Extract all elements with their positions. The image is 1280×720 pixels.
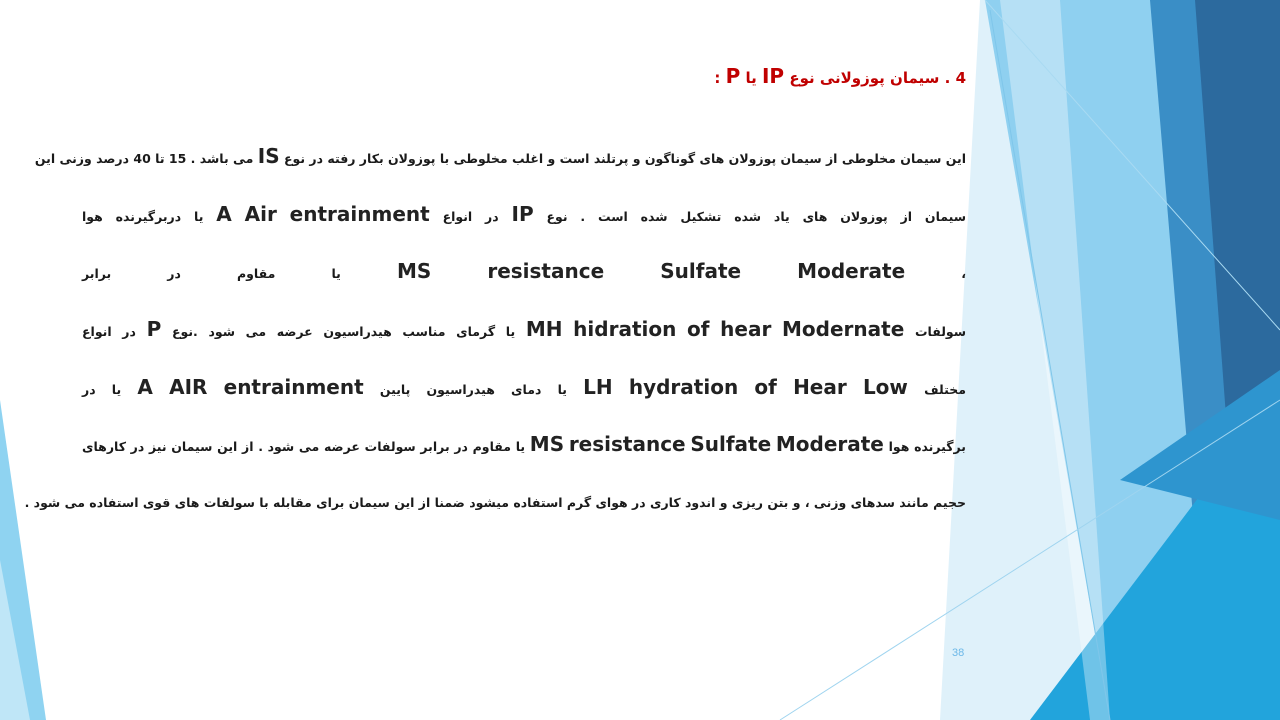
term-of: of xyxy=(687,317,710,342)
term-sulfate: Sulfate xyxy=(690,432,772,457)
term-of: of xyxy=(754,374,777,399)
term-hear: Hear xyxy=(793,374,847,399)
code-lh: LH xyxy=(583,374,613,399)
title-text: . سیمان پوزولانی نوع xyxy=(789,69,951,87)
term-sulfate: Sulfate xyxy=(660,259,742,284)
text-run: در انواع xyxy=(82,324,136,340)
code-ip: IP xyxy=(511,201,534,226)
text-run: ، xyxy=(961,266,967,282)
code-is: IS xyxy=(257,144,280,168)
body-line-1 xyxy=(34,128,966,186)
term-air: AIR xyxy=(169,374,208,399)
term-modernate: Modernate xyxy=(782,317,905,342)
number-15: 15 xyxy=(168,151,187,166)
number-40: 40 xyxy=(133,151,151,166)
text-run: تا xyxy=(155,151,165,166)
body-line-4 xyxy=(82,301,966,359)
text-run: این سیمان مخلوطی از سیمان پوزولان های گوناگون و پرتلند است و اغلب مخلوطی با پوزولان بکار رفته در نوع xyxy=(284,151,966,166)
body-paragraph xyxy=(24,128,967,532)
text-run: می باشد . xyxy=(190,151,254,166)
text-run: سیمان از پوزولان های یاد شده تشکیل شده است . نوع xyxy=(546,208,967,224)
code-ms: MS xyxy=(529,432,565,457)
page-number: 38 xyxy=(952,647,965,659)
text-run: یا دربرگیرنده هوا xyxy=(82,208,204,224)
body-line-3 xyxy=(82,243,966,301)
text-run: مختلف xyxy=(924,381,966,397)
term-moderate: Moderate xyxy=(797,259,906,284)
term-resistance: resistance xyxy=(487,259,605,284)
slide-title xyxy=(714,64,966,88)
title-colon: : xyxy=(714,69,721,87)
code-ms: MS xyxy=(396,259,432,284)
term-entrainment: entrainment xyxy=(289,201,430,226)
term-moderate: Moderate xyxy=(775,432,884,457)
term-entrainment: entrainment xyxy=(223,374,364,399)
term-hydration: hydration xyxy=(628,374,739,399)
title-code-ip: IP xyxy=(761,64,785,88)
text-run: درصد وزنی این xyxy=(34,151,130,166)
term-air: Air xyxy=(244,201,277,226)
term-resistance: resistance xyxy=(568,432,686,457)
text-run: یا گرمای مناسب هیدراسیون عرضه می شود .نوع xyxy=(171,324,516,340)
term-hear: hear xyxy=(720,317,772,342)
text-run: یا دمای هیدراسیون پایین xyxy=(379,381,567,397)
text-run: سولفات xyxy=(914,324,967,340)
code-a: A xyxy=(137,374,153,399)
term-hidration: hidration xyxy=(573,317,677,342)
title-ya: یا xyxy=(745,69,757,87)
title-number: 4 xyxy=(955,69,966,87)
code-mh: MH xyxy=(525,317,563,342)
term-low: Low xyxy=(862,374,908,399)
text-run: در انواع xyxy=(442,208,499,224)
body-line-6 xyxy=(82,416,966,474)
text-run: حجیم مانند سدهای وزنی ، و بتن ریزی و اندود کاری در هوای گرم استفاده میشود ضمنا از این سیمان برای مقابله با سولفات های قوی استفاده می شود . xyxy=(24,495,966,511)
text-run: یا مقاوم در برابر سولفات عرضه می شود . از این سیمان نیز در کارهای xyxy=(82,439,526,455)
code-p: P xyxy=(146,317,162,342)
text-run: یا مقاوم در برابر xyxy=(82,266,341,282)
body-line-5 xyxy=(82,359,966,417)
body-line-7 xyxy=(24,474,966,532)
title-code-p: P xyxy=(725,64,741,88)
text-run: برگیرنده هوا xyxy=(888,439,966,455)
body-line-2 xyxy=(82,186,966,244)
text-run: یا در xyxy=(82,381,122,397)
code-a: A xyxy=(216,201,232,226)
